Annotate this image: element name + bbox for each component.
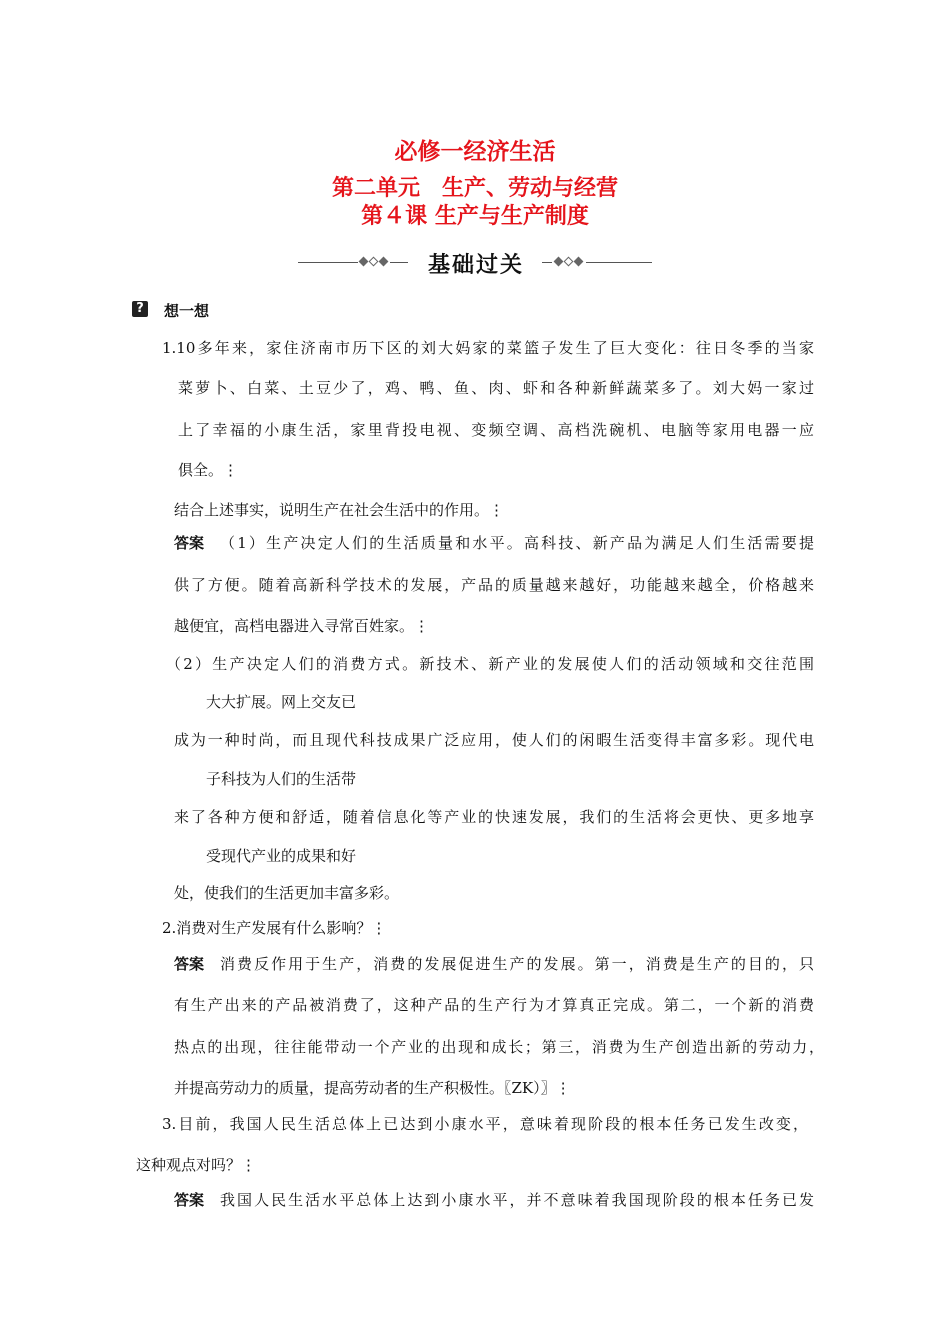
answer-1-line-5: 大大扩展。网上交友已 xyxy=(206,693,357,711)
answer-label: 答案 xyxy=(174,1191,205,1209)
diamond-ornament-icon xyxy=(359,257,369,267)
answer-2-line-2: 有生产出来的产品被消费了，这种产品的生产行为才算真正完成。第二，一个新的消费 xyxy=(174,996,814,1014)
answer-3-text: 我国人民生活水平总体上达到小康水平，并不意味着我国现阶段的根本任务已发 xyxy=(220,1191,814,1209)
question-1-line-2: 菜萝卜、白菜、土豆少了，鸡、鸭、鱼、肉、虾和各种新鲜蔬菜多了。刘大妈一家过 xyxy=(178,379,814,397)
question-1-prompt: 结合上述事实，说明生产在社会生活中的作用。⋮ xyxy=(174,501,505,519)
question-3-line-2: 这种观点对吗？⋮ xyxy=(136,1156,257,1174)
question-2: 2.消费对生产发展有什么影响？⋮ xyxy=(162,919,387,937)
diamond-ornament-icon xyxy=(379,257,389,267)
banner-label: 基础过关 xyxy=(427,253,524,278)
answer-1-line-4: （2）生产决定人们的消费方式。新技术、新产业的发展使人们的活动领域和交往范围 xyxy=(166,655,814,673)
answer-1-text: （1）生产决定人们的生活质量和水平。高科技、新产品为满足人们生活需要提 xyxy=(220,534,814,552)
answer-3-line-1 xyxy=(174,1190,814,1210)
question-3-line-1: 3.目前，我国人民生活总体上已达到小康水平，意味着现阶段的根本任务已发生改变， xyxy=(162,1115,808,1133)
answer-1-line-8: 来了各种方便和舒适，随着信息化等产业的快速发展，我们的生活将会更快、更多地享 xyxy=(174,808,814,826)
answer-1-line-7: 子科技为人们的生活带 xyxy=(206,770,357,788)
answer-2-line-3: 热点的出现，往往能带动一个产业的出现和成长；第三，消费为生产创造出新的劳动力， xyxy=(174,1038,824,1056)
answer-label: 答案 xyxy=(174,534,205,552)
answer-1-line-10: 处，使我们的生活更加丰富多彩。 xyxy=(174,884,400,902)
answer-1-line-2: 供了方便。随着高新科学技术的发展，产品的质量越来越好，功能越来越全，价格越来 xyxy=(174,576,814,594)
question-1-line-4: 俱全。⋮ xyxy=(178,461,239,479)
answer-2-line-1 xyxy=(174,954,814,974)
banner-right-line xyxy=(586,262,652,263)
section-title: 想一想 xyxy=(164,302,210,320)
question-1-line-3: 上了幸福的小康生活，家里背投电视、变频空调、高档洗碗机、电脑等家用电器一应 xyxy=(178,421,814,439)
lesson-title: 第４课 生产与生产制度 xyxy=(361,203,589,229)
answer-2-line-4: 并提高劳动力的质量，提高劳动者的生产积极性。〖ZK）〗⋮ xyxy=(174,1079,571,1097)
answer-2-text: 消费反作用于生产，消费的发展促进生产的发展。第一，消费是生产的目的，只 xyxy=(220,955,814,973)
banner-left-line-short xyxy=(390,262,408,263)
question-1-line-1: 1.10多年来，家住济南市历下区的刘大妈家的菜篮子发生了巨大变化：往日冬季的当家 xyxy=(162,339,814,357)
answer-1-line-1 xyxy=(174,533,814,553)
diamond-ornament-icon xyxy=(574,257,584,267)
document-title: 必修一经济生活 xyxy=(394,138,556,165)
banner-right-line-short xyxy=(542,262,552,263)
question-icon: ? xyxy=(132,301,148,317)
banner-left-line xyxy=(298,262,358,263)
diamond-outline-ornament-icon xyxy=(369,257,379,267)
answer-1-line-9: 受现代产业的成果和好 xyxy=(206,847,357,865)
answer-1-line-6: 成为一种时尚，而且现代科技成果广泛应用，使人们的闲暇生活变得丰富多彩。现代电 xyxy=(174,731,814,749)
unit-title: 第二单元 生产、劳动与经营 xyxy=(331,175,618,201)
diamond-outline-ornament-icon xyxy=(564,257,574,267)
diamond-ornament-icon xyxy=(554,257,564,267)
answer-label: 答案 xyxy=(174,955,205,973)
answer-1-line-3: 越便宜，高档电器进入寻常百姓家。⋮ xyxy=(174,617,430,635)
section-banner xyxy=(298,247,654,277)
